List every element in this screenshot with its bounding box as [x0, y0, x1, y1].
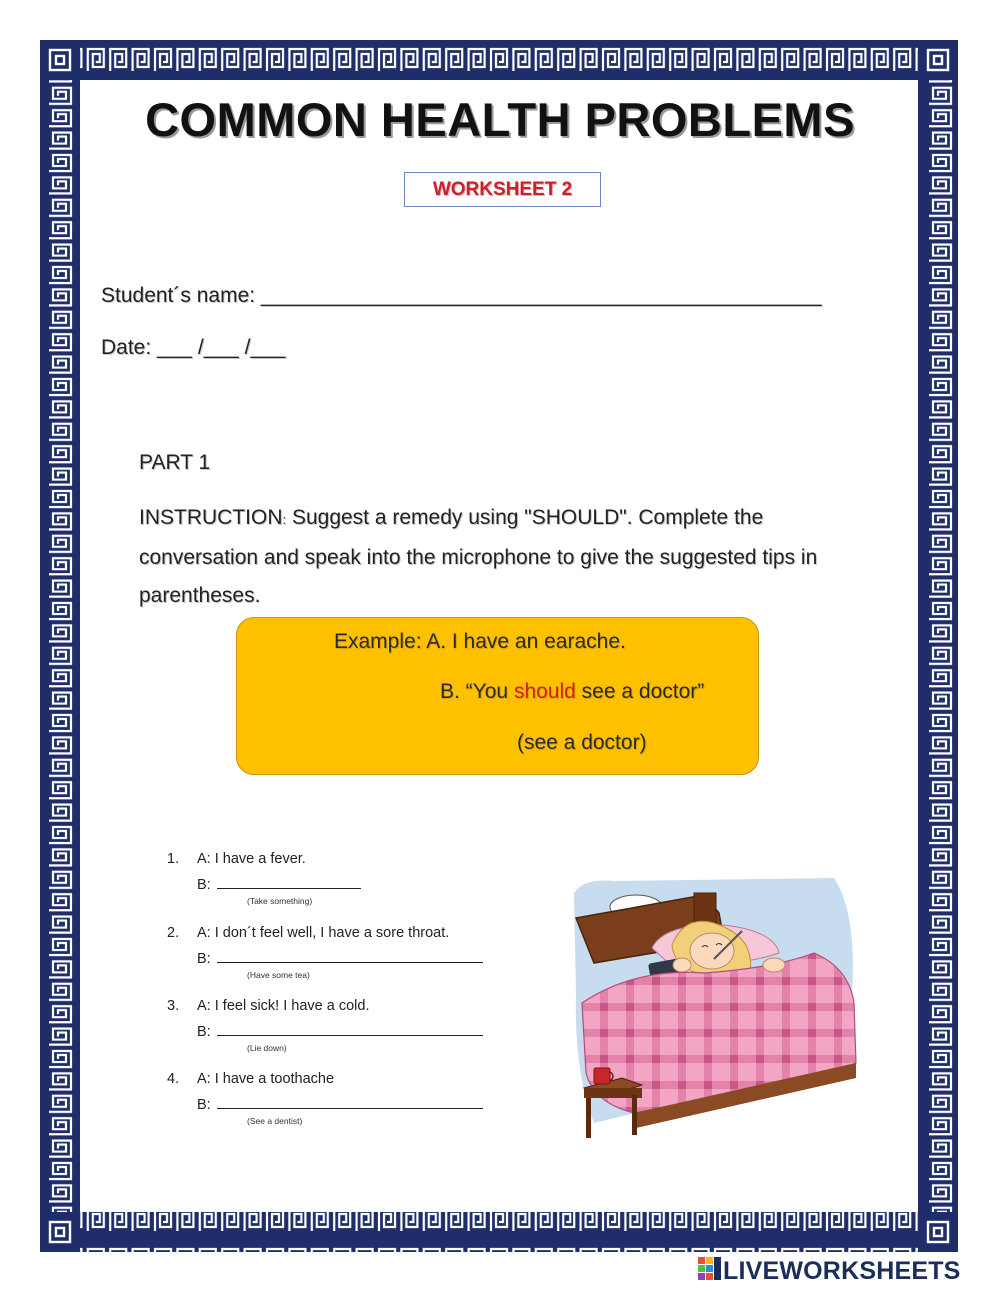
- instruction-text: Suggest a remedy using "SHOULD". Complete the conversation and speak into the microphone to give the suggested tips in parentheses.: [139, 506, 818, 607]
- answer-3-field[interactable]: [217, 1021, 483, 1036]
- example-line-2: [440, 680, 704, 704]
- date-label: Date:: [101, 336, 158, 359]
- example-box: [236, 617, 759, 775]
- instruction-paragraph: [139, 499, 869, 615]
- answer-label: B:: [197, 1097, 211, 1113]
- answer-row: [197, 1094, 483, 1113]
- question-prompt: A: I feel sick! I have a cold.: [197, 998, 370, 1014]
- answer-row: [197, 1021, 483, 1040]
- liveworksheets-wordmark: LIVEWORKSHEETS: [723, 1256, 961, 1285]
- answer-label: B:: [197, 951, 211, 967]
- answer-2-field[interactable]: [217, 948, 483, 963]
- instruction-label: INSTRUCTION: [139, 506, 283, 529]
- example-should-highlight: should: [513, 680, 576, 703]
- answer-1-field[interactable]: [217, 874, 361, 889]
- answer-row: [197, 948, 483, 967]
- example-line-2-post: see a doctor”: [575, 680, 705, 703]
- liveworksheets-badge-icon: [697, 1256, 723, 1286]
- part-heading: PART 1: [139, 451, 211, 474]
- liveworksheets-logo: [697, 1252, 961, 1290]
- answer-label: B:: [197, 877, 211, 893]
- question-prompt: A: I have a toothache: [197, 1071, 335, 1087]
- question-number: 3.: [167, 998, 180, 1014]
- question-hint: (See a dentist): [247, 1116, 303, 1126]
- instruction-colon: :: [282, 512, 287, 527]
- question-number: 1.: [167, 851, 180, 867]
- student-name-label: Student´s name:: [101, 284, 261, 307]
- sick-girl-in-bed-illustration: [574, 873, 857, 1140]
- worksheet-title: COMMON HEALTH PROBLEMS: [145, 93, 855, 146]
- question-number: 4.: [167, 1071, 180, 1087]
- date-row: [101, 336, 285, 360]
- student-name-row: [101, 284, 822, 308]
- answer-label: B:: [197, 1024, 211, 1040]
- example-line-3: (see a doctor): [517, 731, 647, 754]
- question-prompt: A: I don´t feel well, I have a sore throat.: [197, 925, 450, 941]
- date-field[interactable]: ___ /___ /___: [157, 336, 286, 359]
- answer-4-field[interactable]: [217, 1094, 483, 1109]
- worksheet-number-badge: WORKSHEET 2: [404, 172, 601, 207]
- question-hint: (Take something): [247, 896, 313, 906]
- question-prompt: A: I have a fever.: [197, 851, 306, 867]
- question-hint: (Lie down): [247, 1043, 287, 1053]
- student-name-field[interactable]: ________________________________________________: [260, 284, 822, 307]
- question-hint: (Have some tea): [247, 970, 310, 980]
- answer-row: [197, 874, 361, 893]
- question-number: 2.: [167, 925, 180, 941]
- example-line-2-pre: B. “You: [440, 680, 514, 703]
- example-line-1: Example: A. I have an earache.: [334, 630, 626, 653]
